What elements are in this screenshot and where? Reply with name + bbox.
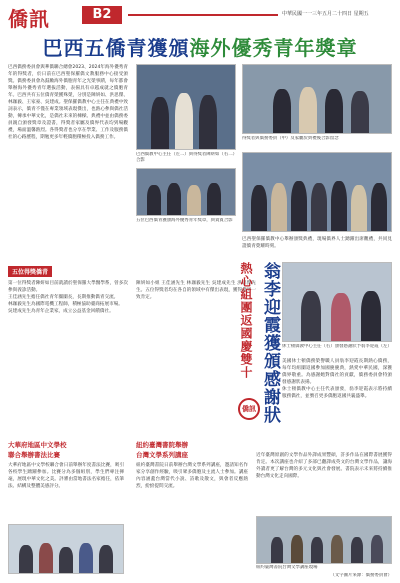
photo1-caption: 巴西僑教中心主任（左二）與得獎者陳妍如（右二）合影: [136, 152, 235, 163]
feature-photo-caption: 休士頓僑教中心主任（右）頒發感謝狀予翁李迎霞（左）: [282, 344, 392, 349]
feature-body: 美國休士頓僑務榮譽職人員翁李迎霞長期熱心僑務，每年均組團返國參加國慶慶典，熱愛中華民國，深獲僑界敬重。為感謝她對僑社的貢獻，僑務委員會特頒發感謝狀表揚。 休士頓僑教中心主任代表頒發，翁李迎霞表示將持續服務僑社，並號召更多僑胞返國共襄盛舉。: [282, 359, 392, 399]
article1-body: 巴西僑務委員會與華僑聯合總會2023、2024年海外優秀青年的得獎者，於日前在巴西聖保羅僑文教服務中心接受頒獎。僑務委員會為鼓勵海外僑胞青年之光榮事蹟，每年都會舉辦海外優秀青年選拔活動，表揚具有卓越成就之僑胞青年。巴西共有五位僑青榮獲殊榮，分別是陳妍如、洪思傑、林珈毅、王家豪、吳建成。聖保羅僑教中心主任在典禮中致詞表示，僑青不僅在專業領域表現傑出，也熱心參與僑社活動，傳承中華文化，是僑社未來的棟樑。典禮中並由僑務委員親自頒發獎章及證書，得獎者家屬及僑界代表均到場觀禮，場面溫馨熱烈。各得獎者也分享在學業、工作及服務僑社的心路歷程，期勉更多年輕僑胞積極投入僑務工作。: [8, 65, 128, 140]
photo-ceremony-1: [136, 64, 236, 150]
lower-left-photo: [8, 524, 124, 574]
masthead-logo: 僑訊: [8, 7, 50, 31]
issue-date: 中華民國一一三年五月二十四日 星期五: [282, 11, 369, 17]
photo-ceremony-2: [242, 64, 392, 134]
lower-right-photo: [256, 516, 392, 564]
lower-mid-subtitle2: 台灣文學系列講座: [136, 451, 188, 459]
feature-vertical-subtitle: 熱心組團返國慶雙十: [239, 262, 253, 379]
winners-list-col1: 第一位得獎者陳妍如目前就讀於聖保羅大學醫學系，曾多次參與義診活動。 王佳涵先生擔任僑社青年團團長，長期推動僑青交流。 林珈毅先生為國際電機工程師，積極協助臺商拓展市場。 吳建成先生為青年企業家，成立公益基金回饋僑社。: [8, 281, 128, 314]
lower-left-body: 大華府地區中文學校聯合會日前舉辦年度書法比賽，吸引各校學生踴躍參加。比賽分為多個組別，學生們專注揮毫，展現中華文化之美。評審由當地書法名家擔任，依筆法、結構及整體美感評分。: [8, 463, 124, 489]
headline-part1: 巴西五僑青獲頒: [42, 36, 190, 60]
lower-left-subtitle: 聯合舉辦書法比賽: [8, 451, 60, 459]
main-headline: [0, 32, 400, 58]
photo-stage: [136, 168, 236, 216]
lower-right-body: 近年臺灣原創的文學作品外譯成果豐碩，許多作品在國際書展獲得肯定。本次講座也介紹了多部已翻譯成英文的台灣文學作品，讓海外讀者更了解台灣的多元文化與社會發展。書院表示未來將持續推動台灣文化走向國際。: [256, 453, 392, 479]
photo-group: [242, 152, 392, 232]
masthead: [0, 0, 400, 30]
feature-vertical-title: 翁李迎霞獲頒感謝狀: [260, 262, 280, 424]
lower-right-photo-caption: 紐約臺灣書院台灣文學講座現場: [256, 565, 318, 570]
page-number: B2: [82, 6, 122, 24]
lower-mid-body: 紐約臺灣書院日前舉辦台灣文學系列講座，邀請知名作家分享創作經驗，吸引眾多僑胞及主流人士參加。講座內容涵蓋台灣當代小說、詩歌及散文，與會者反應熱烈，紛紛提問交流。: [136, 463, 248, 489]
winners-subhead: 五位得獎僑青: [8, 266, 52, 277]
photo2-caption: 得獎者與僑務委員（中）及家屬於典禮後合影留念: [242, 136, 339, 141]
lower-left-title: 大華府地區中文學校: [8, 441, 67, 449]
feature-photo: [282, 262, 392, 342]
feature-stamp: 僑訊: [238, 398, 260, 420]
winners-list-col2: 陳妍如小姐 王佳涵先生 林珈毅先生 吳建成先生 洪思傑先生。五位得獎者均在各自的領域中有傑出表現，獲得僑界一致肯定。: [136, 281, 256, 300]
masthead-rule: [128, 14, 278, 16]
headline-part2: 海外優秀青年獎章: [189, 36, 358, 60]
right-caption-text: 巴西聖保羅僑教中心舉辦頒獎典禮，現場僑界人士踴躍出席觀禮，共同見證僑青榮耀時刻。: [242, 237, 392, 249]
photo3-caption: 五位巴西僑青獲頒海外優秀青年獎章，與貴賓合影: [136, 218, 233, 223]
page-footer: （文字圖片來源：僑務委員會）: [330, 573, 392, 578]
lower-mid-subtitle: 紐約臺灣書院舉辦: [136, 441, 188, 449]
